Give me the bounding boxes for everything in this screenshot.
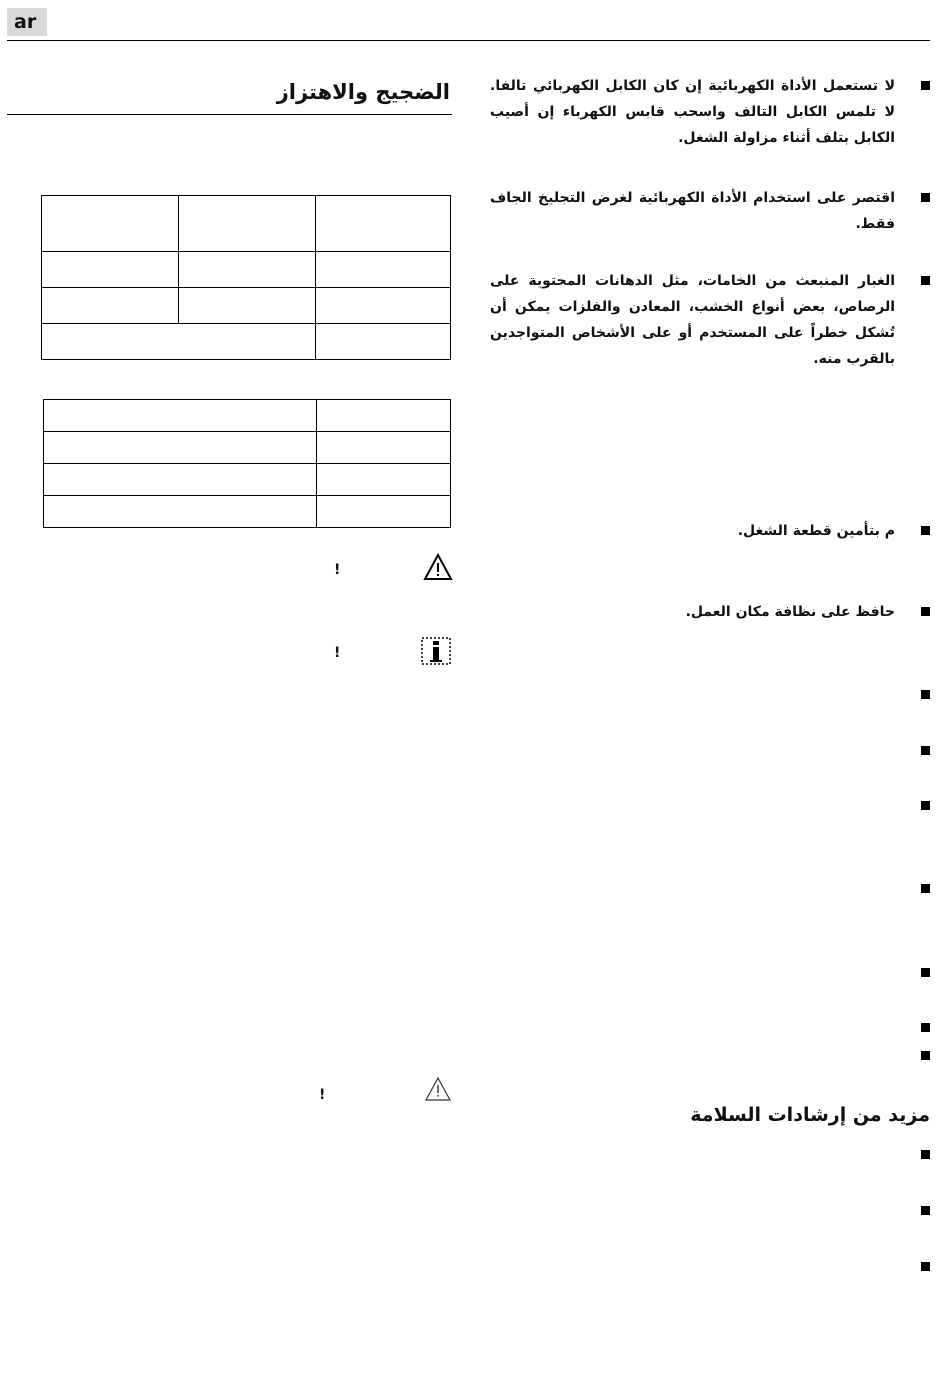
safety-paragraph: الغبار المنبعث من الخامات، مثل الدهانات المحتوية على الرصاص، بعض أنواع الخشب، المعادن والفلزات يمكن أن تُشكل خطراً على المستخدم أو على الأشخاص المتواجدين بالقرب منه. bbox=[490, 273, 895, 367]
bullet-marker bbox=[921, 746, 930, 755]
bullet-marker bbox=[921, 276, 930, 285]
vibration-values-table bbox=[43, 399, 451, 528]
further-safety-title: مزيد من إرشادات السلامة bbox=[690, 1104, 930, 1126]
noise-section-title: الضجيج والاهتزاز bbox=[276, 80, 450, 104]
bullet-marker bbox=[921, 1051, 930, 1060]
warning-triangle-icon bbox=[424, 1076, 452, 1102]
safety-paragraph: اقتصر على استخدام الأداة الكهربائية لغرض التجليخ الجاف فقط. bbox=[490, 190, 895, 232]
bullet-marker bbox=[921, 193, 930, 202]
bullet-marker bbox=[921, 526, 930, 535]
notice-mark: ! bbox=[334, 645, 341, 661]
bullet-marker bbox=[921, 884, 930, 893]
bullet-marker bbox=[921, 1023, 930, 1032]
safety-paragraph: لا تستعمل الأداة الكهربائية إن كان الكابل الكهربائي تالفا. لا تلمس الكابل التالف واسحب قابس الكهرباء إن أصيب الكابل بتلف أثناء مزاولة الشغل. bbox=[490, 78, 895, 146]
language-tab: ar bbox=[7, 8, 47, 36]
noise-title-rule bbox=[7, 114, 452, 115]
bullet-marker bbox=[921, 968, 930, 977]
header-rule bbox=[7, 40, 930, 41]
notice-mark: ! bbox=[319, 1087, 326, 1103]
bullet-marker bbox=[921, 690, 930, 699]
safety-paragraph: حافظ على نظافة مكان العمل. bbox=[685, 604, 895, 620]
bullet-marker bbox=[921, 801, 930, 810]
bullet-marker bbox=[921, 81, 930, 90]
notice-mark: ! bbox=[334, 562, 341, 578]
bullet-marker bbox=[921, 607, 930, 616]
safety-paragraph: م بتأمين قطعة الشغل. bbox=[737, 523, 895, 539]
bullet-marker bbox=[921, 1262, 930, 1271]
bullet-marker bbox=[921, 1150, 930, 1159]
noise-values-table bbox=[41, 195, 451, 360]
bullet-marker bbox=[921, 1206, 930, 1215]
info-icon bbox=[420, 636, 452, 666]
warning-triangle-icon bbox=[423, 553, 453, 581]
